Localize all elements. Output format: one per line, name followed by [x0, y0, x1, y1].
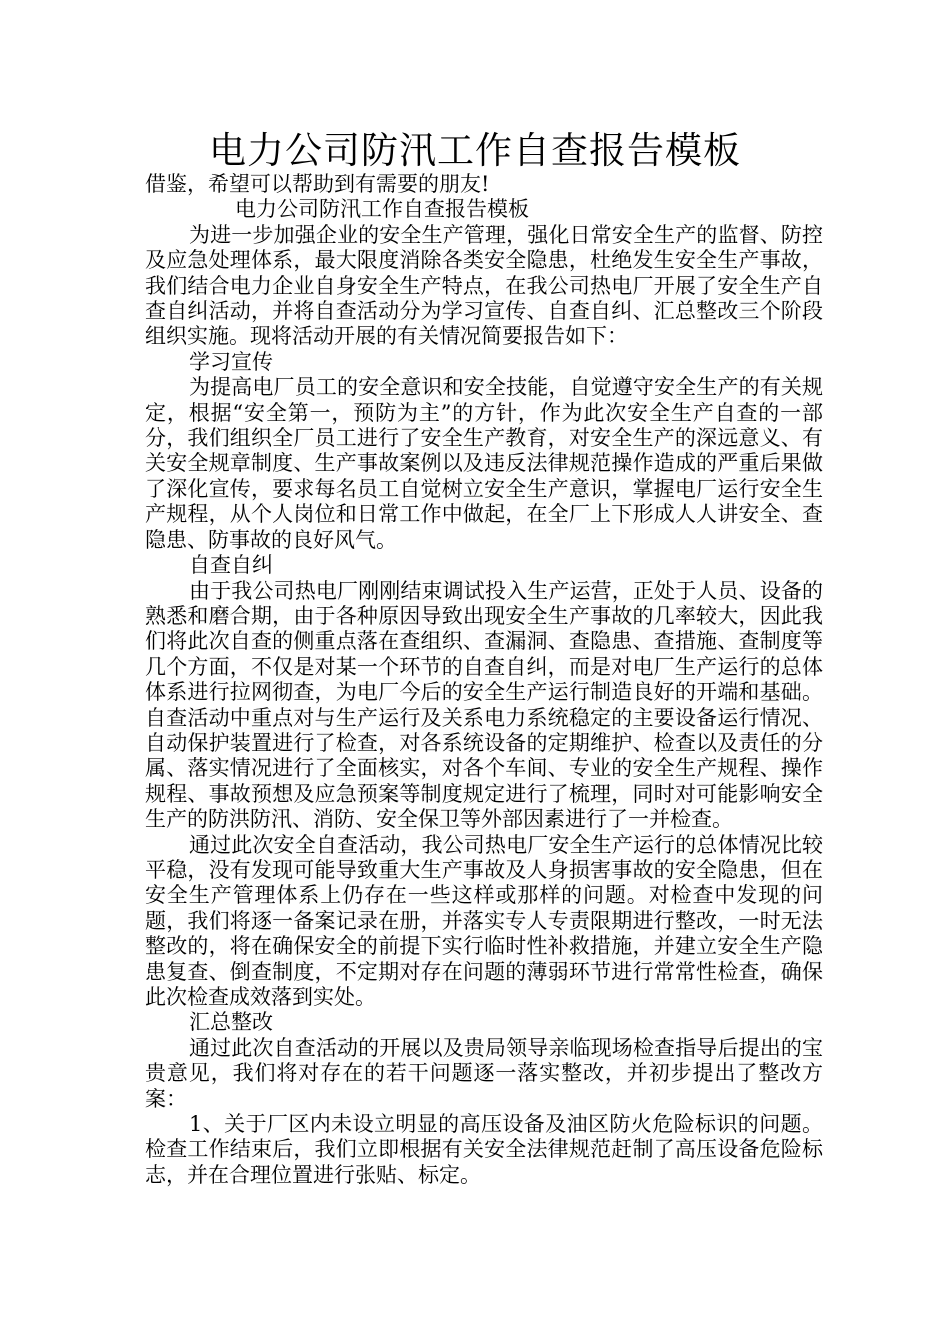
paragraph-intro: 为进一步加强企业的安全生产管理，强化日常安全生产的监督、防控及应急处理体系，最大限度消除各类安全隐患，杜绝发生安全生产事故，我们结合电力企业自身安全生产特点，在我公司热电厂开展了安全生产自查自纠活动，并将自查活动分为学习宣传、自查自纠、汇总整改三个阶段组织实施。现将活动开展的有关情况简要报告如下： [145, 222, 823, 349]
section-heading-self-check: 自查自纠 [189, 553, 273, 578]
paragraph-self-check: 由于我公司热电厂刚刚结束调试投入生产运营，正处于人员、设备的熟悉和磨合期，由于各种原因导致出现安全生产事故的几率较大，因此我们将此次自查的侧重点落在查组织、查漏洞、查隐患、查措施、查制度等几个方面，不仅是对某一个环节的自查自纠，而是对电厂生产运行的总体体系进行拉网彻查，为电厂今后的安全生产运行制造良好的开端和基础。自查活动中重点对与生产运行及关系电力系统稳定的主要设备运行情况、自动保护装置进行了检查，对各系统设备的定期维护、检查以及责任的分属、落实情况进行了全面核实，对各个车间、专业的安全生产规程、操作规程、事故预想及应急预案等制度规定进行了梳理，同时对可能影响安全生产的防洪防汛、消防、安全保卫等外部因素进行了一并检查。 [145, 578, 823, 832]
document-subtitle: 电力公司防汛工作自查报告模板 [235, 197, 529, 222]
section-heading-study: 学习宣传 [189, 349, 273, 374]
paragraph-study: 为提高电厂员工的安全意识和安全技能，自觉遵守安全生产的有关规定，根据“安全第一，预防为主”的方针，作为此次安全生产自查的一部分，我们组织全厂员工进行了安全生产教育，对安全生产的深远意义、有关安全规章制度、生产事故案例以及违反法律规范操作造成的严重后果做了深化宣传，要求每名员工自觉树立安全生产意识，掌握电厂运行安全生产规程，从个人岗位和日常工作中做起，在全厂上下形成人人讲安全、查隐患、防事故的良好风气。 [145, 375, 823, 552]
paragraph-rectification: 通过此次自查活动的开展以及贵局领导亲临现场检查指导后提出的宝贵意见，我们将对存在的若干问题逐一落实整改，并初步提出了整改方案： [145, 1035, 823, 1111]
document-title: 电力公司防汛工作自查报告模板 [209, 129, 741, 172]
paragraph-item-1: 1、关于厂区内未设立明显的高压设备及油区防火危险标识的问题。检查工作结束后，我们立即根据有关安全法律规范赶制了高压设备危险标志，并在合理位置进行张贴、标定。 [145, 1112, 823, 1187]
paragraph-results: 通过此次安全自查活动，我公司热电厂安全生产运行的总体情况比较平稳，没有发现可能导致重大生产事故及人身损害事故的安全隐患，但在安全生产管理体系上仍存在一些这样或那样的问题。对检查中发现的问题，我们将逐一备案记录在册，并落实专人专责限期进行整改，一时无法整改的，将在确保安全的前提下实行临时性补救措施，并建立安全生产隐患复查、倒查制度，不定期对存在问题的薄弱环节进行常常性检查，确保此次检查成效落到实处。 [145, 832, 823, 1009]
section-heading-rectification: 汇总整改 [189, 1010, 273, 1035]
intro-line: 借鉴，希望可以帮助到有需要的朋友! [145, 172, 490, 196]
document-body [145, 172, 823, 1188]
